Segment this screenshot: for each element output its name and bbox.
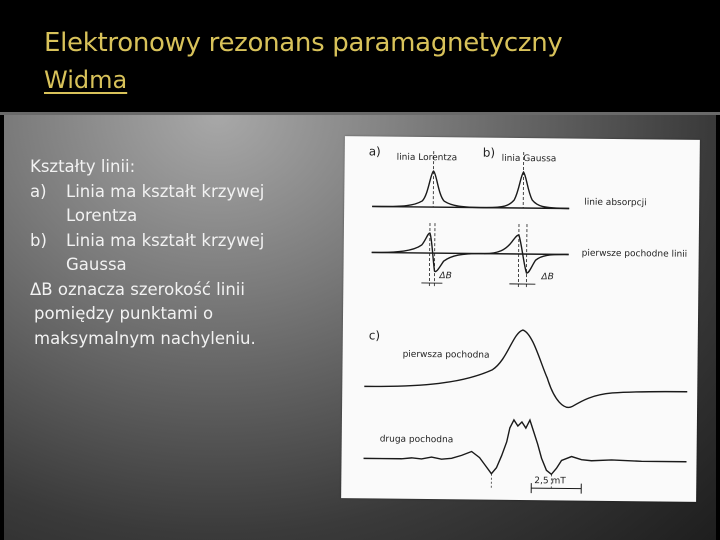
label-absorption: linie absorpcji xyxy=(584,197,647,209)
note-text: ΔB oznacza szerokość linii xyxy=(30,279,245,299)
list-marker: a) xyxy=(30,181,47,201)
label-a: a) xyxy=(368,144,381,159)
lorentz-derivative-curve xyxy=(371,232,483,272)
first-derivative-curve xyxy=(364,328,688,408)
list-text-continuation: Lorentza xyxy=(66,206,138,225)
slide-subtitle: Widma xyxy=(44,66,128,94)
label-second-derivative: druga pochodna xyxy=(379,434,454,446)
label-first-derivative: pierwsza pochodna xyxy=(402,349,490,361)
label-scale: 2,5 mT xyxy=(534,476,566,487)
body-text xyxy=(30,155,320,351)
list-text: Linia ma kształt krzywej xyxy=(66,230,265,250)
note-text: maksymalnym nachyleniu. xyxy=(34,328,256,348)
spectra-diagram xyxy=(341,136,700,502)
lorentz-absorption-curve xyxy=(372,170,484,207)
second-derivative-curve xyxy=(363,418,687,475)
label-c: c) xyxy=(368,328,381,343)
label-derivative: pierwsze pochodne linii xyxy=(581,248,688,260)
list-marker: b) xyxy=(30,230,47,250)
list-text-continuation: Gaussa xyxy=(66,255,127,274)
label-lorentz: linia Lorentza xyxy=(396,152,458,164)
list-text: Linia ma kształt krzywej xyxy=(66,181,265,201)
intro-text: Kształty linii: xyxy=(30,157,136,176)
gauss-absorption-curve xyxy=(484,172,569,209)
spectra-figure xyxy=(341,136,700,502)
slide-title: Elektronowy rezonans paramagnetyczny xyxy=(44,28,563,58)
list-item-a xyxy=(30,180,320,205)
label-db-right: ΔB xyxy=(541,272,554,283)
note-text: pomiędzy punktami o xyxy=(34,304,214,323)
list-item-b xyxy=(30,229,320,254)
label-gauss: linia Gaussa xyxy=(501,153,557,165)
label-db-left: ΔB xyxy=(439,271,452,282)
slide-header xyxy=(0,0,720,112)
label-b: b) xyxy=(482,145,496,160)
